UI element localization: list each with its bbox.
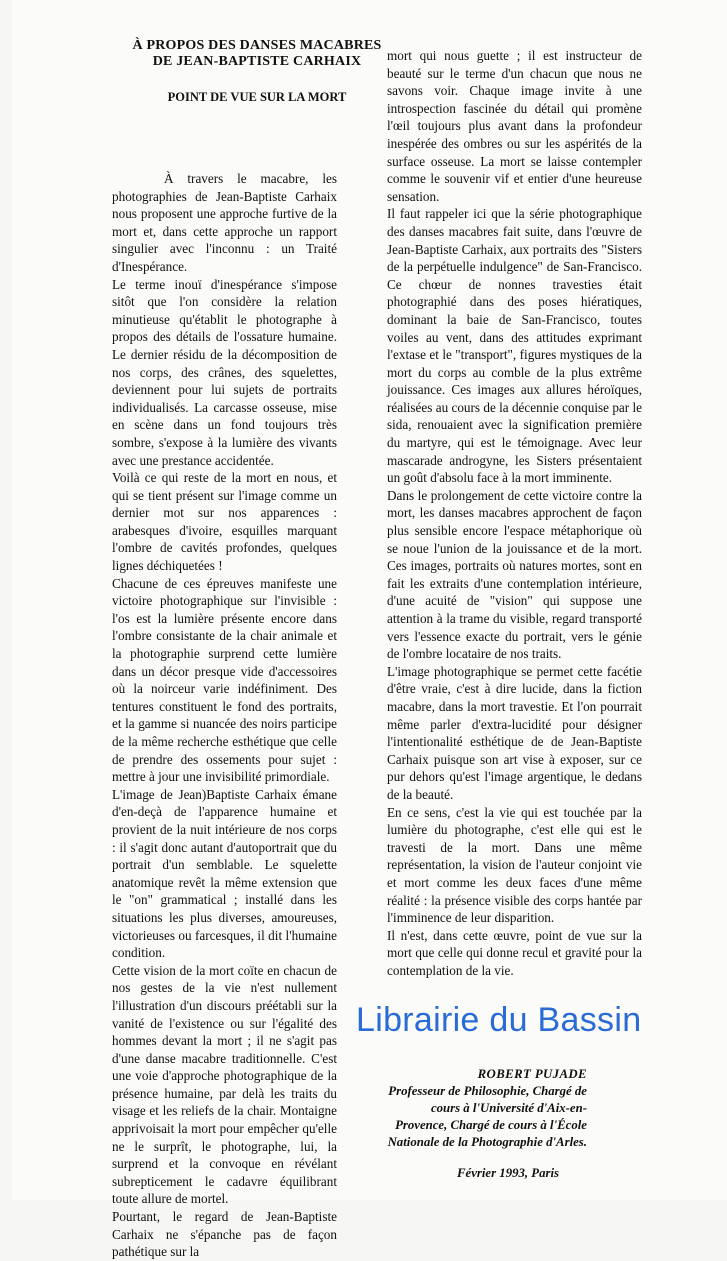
paragraph: Voilà ce qui reste de la mort en nous, et qui se tient présent sur l'image comme un dernier mot sur nos apparences : arabesques d'ivoire, esquilles marquant l'ombre de cavités profondes, quelques lignes déchiquetées ! xyxy=(112,470,337,574)
author-title-line: cours à l'Université d'Aix-en- xyxy=(430,1101,587,1115)
title-line-1: À PROPOS DES DANSES MACABRES xyxy=(132,38,382,53)
title-line-2: DE JEAN-BAPTISTE CARHAIX xyxy=(152,54,362,69)
signature-block xyxy=(327,1066,587,1151)
author-title-line: Professeur de Philosophie, Chargé de xyxy=(388,1084,587,1098)
paragraph: Cette vision de la mort coïte en chacun de nos gestes de la vie n'est nullement l'illustration d'un discours préétabli sur la vanité de l'existence ou sur l'égalité des hommes devant la mort ; il ne s'agit pas d'une danse macabre traditionnelle. C'est une voie d'approche photographique de la présence humaine, par delà les traits du visage et les reliefs de la chair. Montaigne apprivoisait la mort pour empêcher qu'elle ne le surprît, le photographe, lui, la surprend et la convoque en révélant subrepticement le cadavre équilibrant toute allure de mortel. xyxy=(112,962,337,1207)
left-column xyxy=(112,170,337,1261)
paragraph: mort qui nous guette ; il est instructeur de beauté sur le terme d'un chacun que nous ne savons voir. Chaque image invite à une introspection fascinée du détail qui promène l'œil toujours plus avant dans la profondeur inespérée des ombres ou sur les aspérités de la surface osseuse. La mort se laisse contempler comme le souvenir vif et entier d'une heureuse sensation. xyxy=(387,48,642,204)
author-title-line: Provence, Chargé de cours à l'École xyxy=(395,1118,587,1132)
author-title-line: Nationale de la Photographie d'Arles. xyxy=(387,1135,587,1149)
paragraph: À travers le macabre, les photographies de Jean-Baptiste Carhaix nous proposent une approche furtive de la mort et, dans cette approche un rapport singulier avec l'inconnu : un Traité d'Inespérance. xyxy=(112,171,337,274)
paragraph: Il faut rappeler ici que la série photographique des danses macabres fait suite, dans l'œuvre de Jean-Baptiste Carhaix, aux portraits des "Sisters de la perpétuelle indulgence" de San-Francisco. Ce chœur de nonnes travesties était photographié dans des poses hiératiques, dominant la baie de San-Francisco, toutes voiles au vent, dans des attitudes exprimant l'extase et le "transport", figures mystiques de la mort du corps au comble de la plus extrême jouissance. Ces images aux allures héroïques, réalisées au cours de la décennie conquise par le sida, renouaient avec la signification première du martyre, qui est le témoignage. Avec leur mascarade androgyne, les Sisters présentaient un goût d'absolu face à la mort imminente. xyxy=(387,206,642,486)
author-name: ROBERT PUJADE xyxy=(477,1067,587,1081)
paragraph: L'image de Jean)Baptiste Carhaix émane d'en-deçà de l'apparence humaine et provient de la nuit intérieure de nos corps : il s'agit donc autant d'autoportrait que du portrait d'un semblable. Le squelette anatomique revêt la même extension que le "on" grammatical ; installé dans les situations les plus diverses, amoureuses, victorieuses ou farcesques, il dit l'humaine condition. xyxy=(112,786,337,961)
document-subtitle: POINT DE VUE SUR LA MORT xyxy=(167,90,347,104)
paragraph: Le terme inouï d'inespérance s'impose sitôt que l'on considère la relation minutieuse qu'établit le photographe à propos des détails de l'ossature humaine. Le dernier résidu de la décomposition de nos corps, des crânes, des squelettes, deviennent pour lui sujets de portraits individualisés. La carcasse osseuse, mise en scène dans un fond toujours très sombre, s'expose à la lumière des vivants avec une prestance accidentée. xyxy=(112,276,337,468)
paragraph: Il n'est, dans cette œuvre, point de vue sur la mort que celle qui donne recul et gravité pour la contemplation de la vie. xyxy=(387,927,642,978)
paragraph: Chacune de ces épreuves manifeste une victoire photographique sur l'invisible : l'os est la lumière présente encore dans l'ombre consistante de la chair animale et la photographie surprend cette lumière dans un décor presque vide d'accessoires où la noirceur varie indéfiniment. Des tentures constituent le fond des portraits, et la gamme si nuancée des noirs participe de la même recherche esthétique que celle de prendre des ossements pour sujet : mettre à jour une invisibilité primordiale. xyxy=(112,575,337,785)
watermark-overlay: Librairie du Bassin xyxy=(356,1001,642,1039)
paragraph: L'image photographique se permet cette facétie d'être vraie, c'est à dire lucide, dans la fiction macabre, dans la mort travestie. Et l'on pourrait même parler d'extra-lucidité pour désigner l'intentionalité esthétique de de Jean-Baptiste Carhaix puisque son art vise à exposer, sur ce pur dehors qu'est l'image argentique, le dedans de la beauté. xyxy=(387,663,642,802)
paragraph: Dans le prolongement de cette victoire contre la mort, les danses macabres approchent de façon plus sensible encore l'espace métaphorique où se noue l'union de la jouissance et de la mort. Ces images, portraits où natures mortes, sont en fait les extraits d'une contemplation intérieure, d'une acuité de "vision" qui suppose une attention à la trame du visible, regard transporté vers l'essence exacte du portrait, vers le génie de l'ombre locataire de nos traits. xyxy=(387,487,642,662)
right-column xyxy=(387,47,642,979)
document-date: Février 1993, Paris xyxy=(457,1166,560,1180)
paragraph: Pourtant, le regard de Jean-Baptiste Carhaix ne s'épanche pas de façon pathétique sur la xyxy=(112,1209,337,1260)
paragraph: En ce sens, c'est la vie qui est touchée par la lumière du photographe, c'est elle qui est le travesti de la mort. Dans une même représentation, la vision de l'auteur conjoint vie et mort comme les deux faces d'une même réalité : la présence visible des corps hantée par l'imminence de leur disparition. xyxy=(387,804,642,926)
document-title xyxy=(122,38,392,70)
